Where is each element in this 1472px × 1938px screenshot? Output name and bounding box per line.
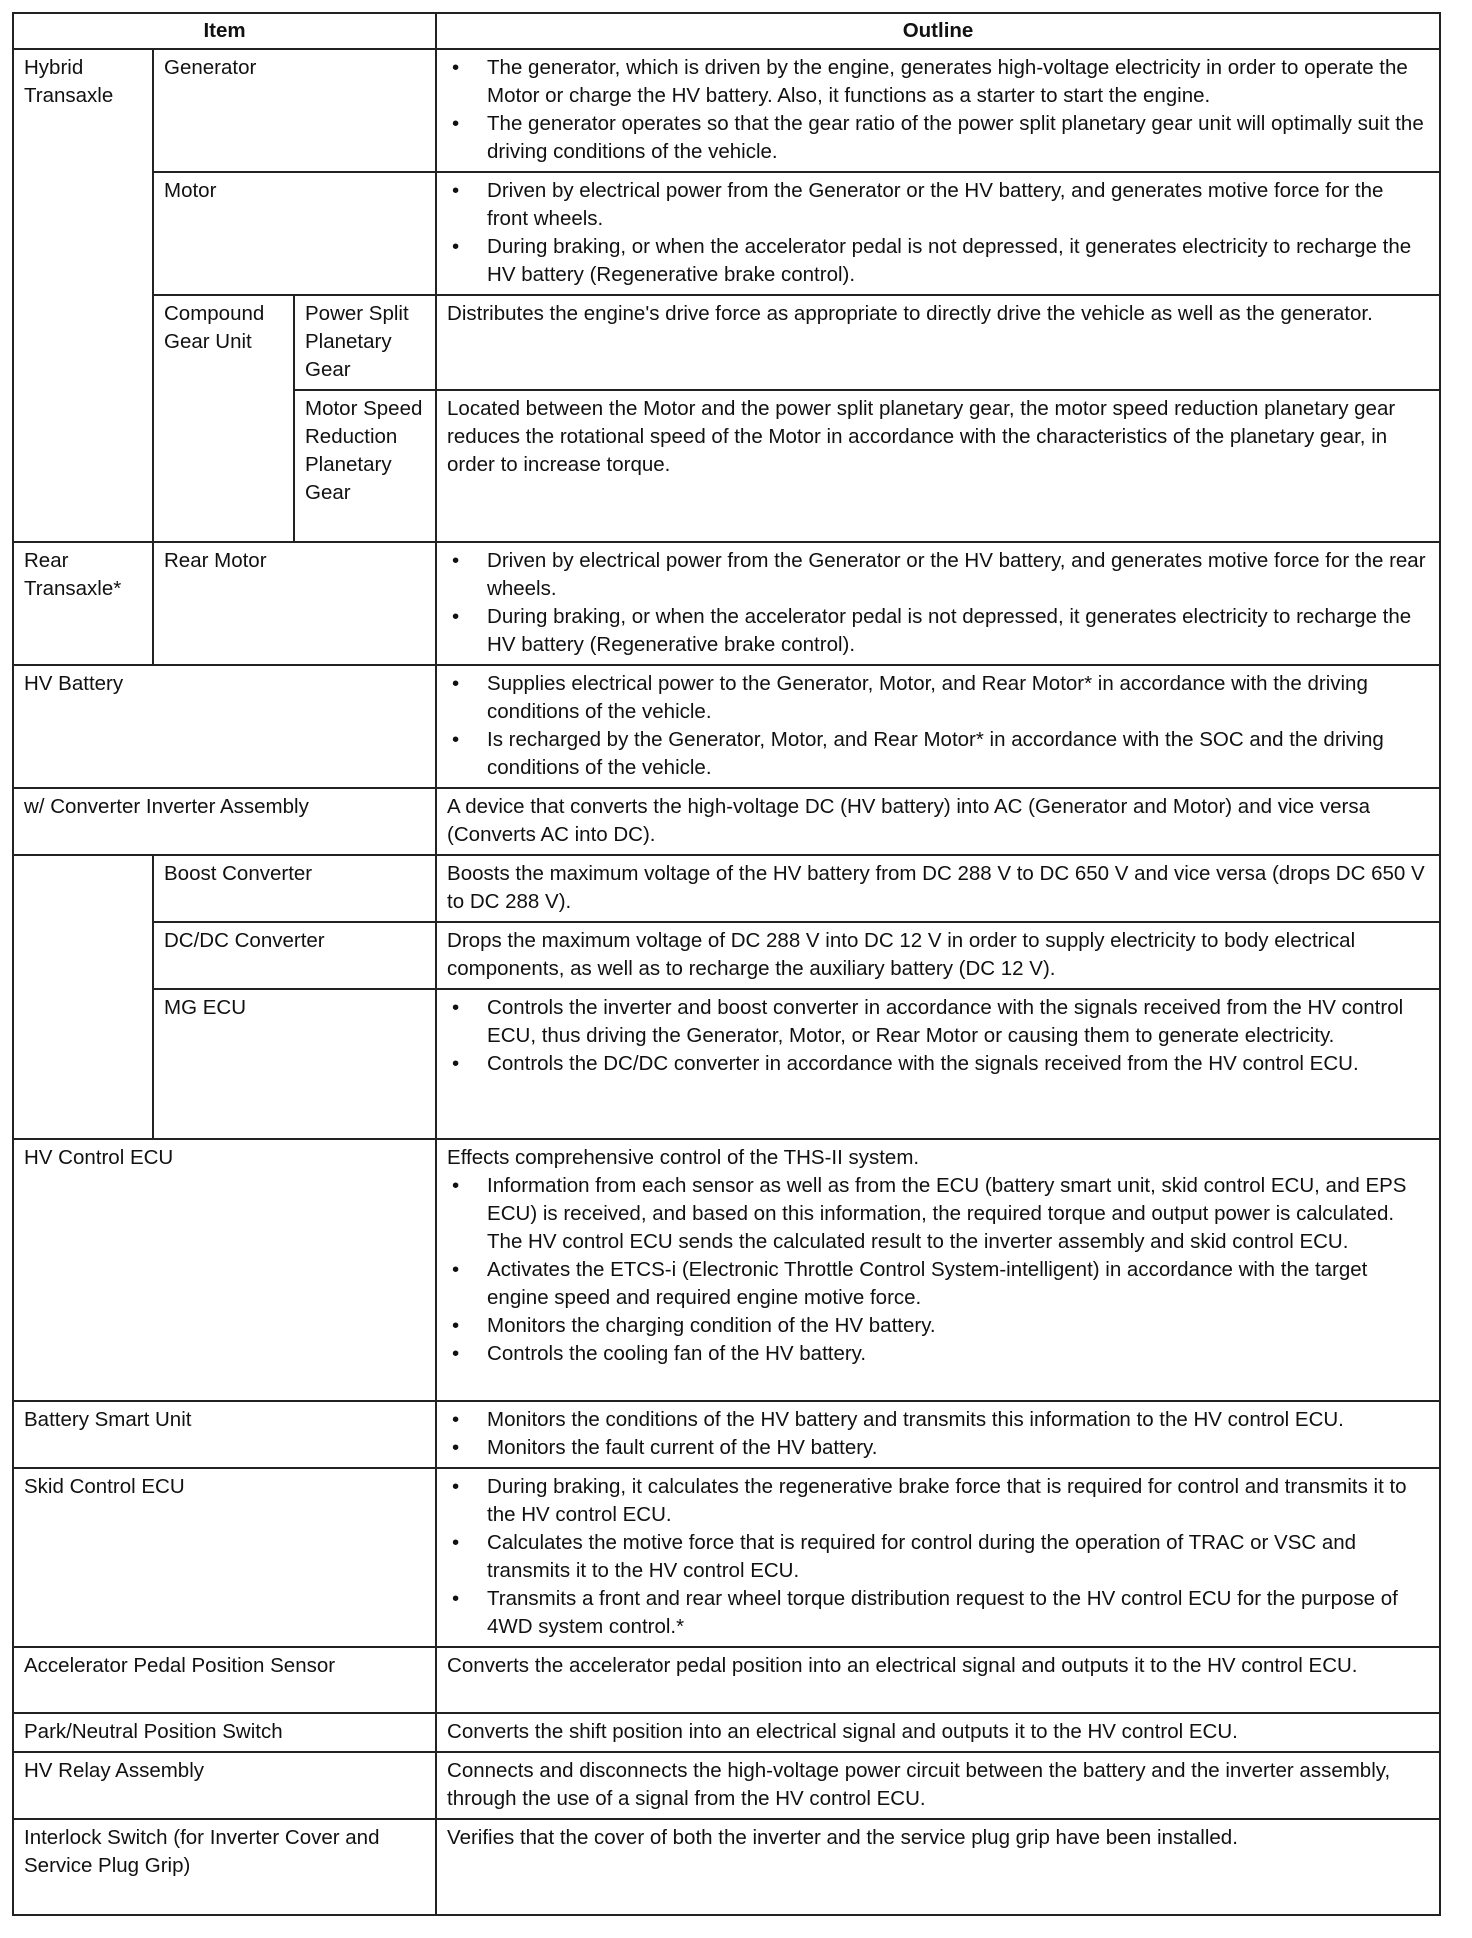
list-item: • During braking, or when the accelerator pedal is not depressed, it generates electricity to recharge the HV battery (Regenerative brake control). bbox=[447, 603, 1429, 659]
list-item: • Controls the DC/DC converter in accordance with the signals received from the HV control ECU. bbox=[447, 1050, 1429, 1078]
item-compound-gear-unit: Compound Gear Unit bbox=[153, 295, 294, 542]
group-rear-transaxle: Rear Transaxle* bbox=[13, 542, 153, 665]
outline-motor bbox=[436, 172, 1440, 295]
table-row bbox=[13, 665, 1440, 788]
item-battery-smart-unit: Battery Smart Unit bbox=[13, 1401, 436, 1468]
outline-interlock-switch: Verifies that the cover of both the inverter and the service plug grip have been installed. bbox=[436, 1819, 1440, 1915]
item-boost-converter: Boost Converter bbox=[153, 855, 436, 922]
table-row bbox=[13, 788, 1440, 855]
outline-dcdc-converter: Drops the maximum voltage of DC 288 V into DC 12 V in order to supply electricity to body electrical components, as well as to recharge the auxiliary battery (DC 12 V). bbox=[436, 922, 1440, 989]
outline-hv-control-ecu bbox=[436, 1139, 1440, 1401]
item-dcdc-converter: DC/DC Converter bbox=[153, 922, 436, 989]
table-row bbox=[13, 922, 1440, 989]
document-page bbox=[12, 12, 1439, 1916]
table-row bbox=[13, 1401, 1440, 1468]
table-row bbox=[13, 542, 1440, 665]
list-item: • Is recharged by the Generator, Motor, and Rear Motor* in accordance with the SOC and the driving conditions of the vehicle. bbox=[447, 726, 1429, 782]
table-row bbox=[13, 1713, 1440, 1752]
table-row bbox=[13, 1647, 1440, 1713]
list-item: • The generator, which is driven by the engine, generates high-voltage electricity in order to operate the Motor or charge the HV battery. Also, it functions as a starter to start the engine. bbox=[447, 54, 1429, 110]
outline-mg-ecu bbox=[436, 989, 1440, 1139]
item-skid-control-ecu: Skid Control ECU bbox=[13, 1468, 436, 1647]
list-item: • Driven by electrical power from the Generator or the HV battery, and generates motive force for the rear wheels. bbox=[447, 547, 1429, 603]
outline-hv-battery bbox=[436, 665, 1440, 788]
table-row bbox=[13, 1752, 1440, 1819]
item-interlock-switch: Interlock Switch (for Inverter Cover and Service Plug Grip) bbox=[13, 1819, 436, 1915]
outline-park-neutral-position-switch: Converts the shift position into an electrical signal and outputs it to the HV control ECU. bbox=[436, 1713, 1440, 1752]
item-motor: Motor bbox=[153, 172, 436, 295]
list-item: • Driven by electrical power from the Generator or the HV battery, and generates motive force for the front wheels. bbox=[447, 177, 1429, 233]
component-outline-table bbox=[12, 12, 1441, 1916]
list-item: • During braking, or when the accelerator pedal is not depressed, it generates electricity to recharge the HV battery (Regenerative brake control). bbox=[447, 233, 1429, 289]
item-hv-battery: HV Battery bbox=[13, 665, 436, 788]
outline-battery-smart-unit bbox=[436, 1401, 1440, 1468]
outline-boost-converter: Boosts the maximum voltage of the HV battery from DC 288 V to DC 650 V and vice versa (drops DC 650 V to DC 288 V). bbox=[436, 855, 1440, 922]
list-item: • Controls the inverter and boost converter in accordance with the signals received from the HV control ECU, thus driving the Generator, Motor, or Rear Motor or causing them to generate electricity. bbox=[447, 994, 1429, 1050]
list-item: • During braking, it calculates the regenerative brake force that is required for control and transmits it to the HV control ECU. bbox=[447, 1473, 1429, 1529]
list-item: • Calculates the motive force that is required for control during the operation of TRAC or VSC and transmits it to the HV control ECU. bbox=[447, 1529, 1429, 1585]
group-converter-blank bbox=[13, 855, 153, 1139]
outline-accelerator-pedal-position-sensor: Converts the accelerator pedal position into an electrical signal and outputs it to the HV control ECU. bbox=[436, 1647, 1440, 1713]
list-item: • Monitors the charging condition of the HV battery. bbox=[447, 1312, 1429, 1340]
header-item: Item bbox=[13, 13, 436, 49]
list-item: • Monitors the fault current of the HV battery. bbox=[447, 1434, 1429, 1462]
item-power-split-planetary-gear: Power Split Planetary Gear bbox=[294, 295, 436, 390]
item-park-neutral-position-switch: Park/Neutral Position Switch bbox=[13, 1713, 436, 1752]
outline-hv-relay-assembly: Connects and disconnects the high-voltage power circuit between the battery and the inverter assembly, through the use of a signal from the HV control ECU. bbox=[436, 1752, 1440, 1819]
table-row bbox=[13, 1139, 1440, 1401]
outline-rear-motor bbox=[436, 542, 1440, 665]
outline-power-split-planetary-gear: Distributes the engine's drive force as appropriate to directly drive the vehicle as well as the generator. bbox=[436, 295, 1440, 390]
table-row bbox=[13, 295, 1440, 390]
table-row bbox=[13, 1468, 1440, 1647]
list-item: • Information from each sensor as well as from the ECU (battery smart unit, skid control ECU, and EPS ECU) is received, and based on this information, the required torque and output power is calculated. The HV control ECU sends the calculated result to the inverter assembly and skid control ECU. bbox=[447, 1172, 1429, 1256]
list-item: • The generator operates so that the gear ratio of the power split planetary gear unit will optimally suit the driving conditions of the vehicle. bbox=[447, 110, 1429, 166]
outline-converter-inverter-assembly: A device that converts the high-voltage DC (HV battery) into AC (Generator and Motor) and vice versa (Converts AC into DC). bbox=[436, 788, 1440, 855]
item-generator: Generator bbox=[153, 49, 436, 172]
item-hv-relay-assembly: HV Relay Assembly bbox=[13, 1752, 436, 1819]
item-converter-inverter-assembly: w/ Converter Inverter Assembly bbox=[13, 788, 436, 855]
item-mg-ecu: MG ECU bbox=[153, 989, 436, 1139]
item-hv-control-ecu: HV Control ECU bbox=[13, 1139, 436, 1401]
list-item: • Monitors the conditions of the HV battery and transmits this information to the HV control ECU. bbox=[447, 1406, 1429, 1434]
outline-lead-text: Effects comprehensive control of the THS-II system. bbox=[447, 1146, 920, 1169]
outline-generator bbox=[436, 49, 1440, 172]
list-item: • Activates the ETCS-i (Electronic Throttle Control System-intelligent) in accordance with the target engine speed and required engine motive force. bbox=[447, 1256, 1429, 1312]
outline-motor-speed-reduction-planetary-gear: Located between the Motor and the power split planetary gear, the motor speed reduction planetary gear reduces the rotational speed of the Motor in accordance with the characteristics of the planetary gear, in order to increase torque. bbox=[436, 390, 1440, 542]
outline-skid-control-ecu bbox=[436, 1468, 1440, 1647]
header-outline: Outline bbox=[436, 13, 1440, 49]
list-item: • Controls the cooling fan of the HV battery. bbox=[447, 1340, 1429, 1368]
table-row bbox=[13, 1819, 1440, 1915]
list-item: • Transmits a front and rear wheel torque distribution request to the HV control ECU for the purpose of 4WD system control.* bbox=[447, 1585, 1429, 1641]
table-row bbox=[13, 989, 1440, 1139]
table-row bbox=[13, 855, 1440, 922]
table-row bbox=[13, 172, 1440, 295]
item-motor-speed-reduction-planetary-gear: Motor Speed Reduction Planetary Gear bbox=[294, 390, 436, 542]
item-rear-motor: Rear Motor bbox=[153, 542, 436, 665]
table-row bbox=[13, 49, 1440, 172]
item-accelerator-pedal-position-sensor: Accelerator Pedal Position Sensor bbox=[13, 1647, 436, 1713]
table-header-row bbox=[13, 13, 1440, 49]
list-item: • Supplies electrical power to the Generator, Motor, and Rear Motor* in accordance with the driving conditions of the vehicle. bbox=[447, 670, 1429, 726]
group-hybrid-transaxle: Hybrid Transaxle bbox=[13, 49, 153, 542]
